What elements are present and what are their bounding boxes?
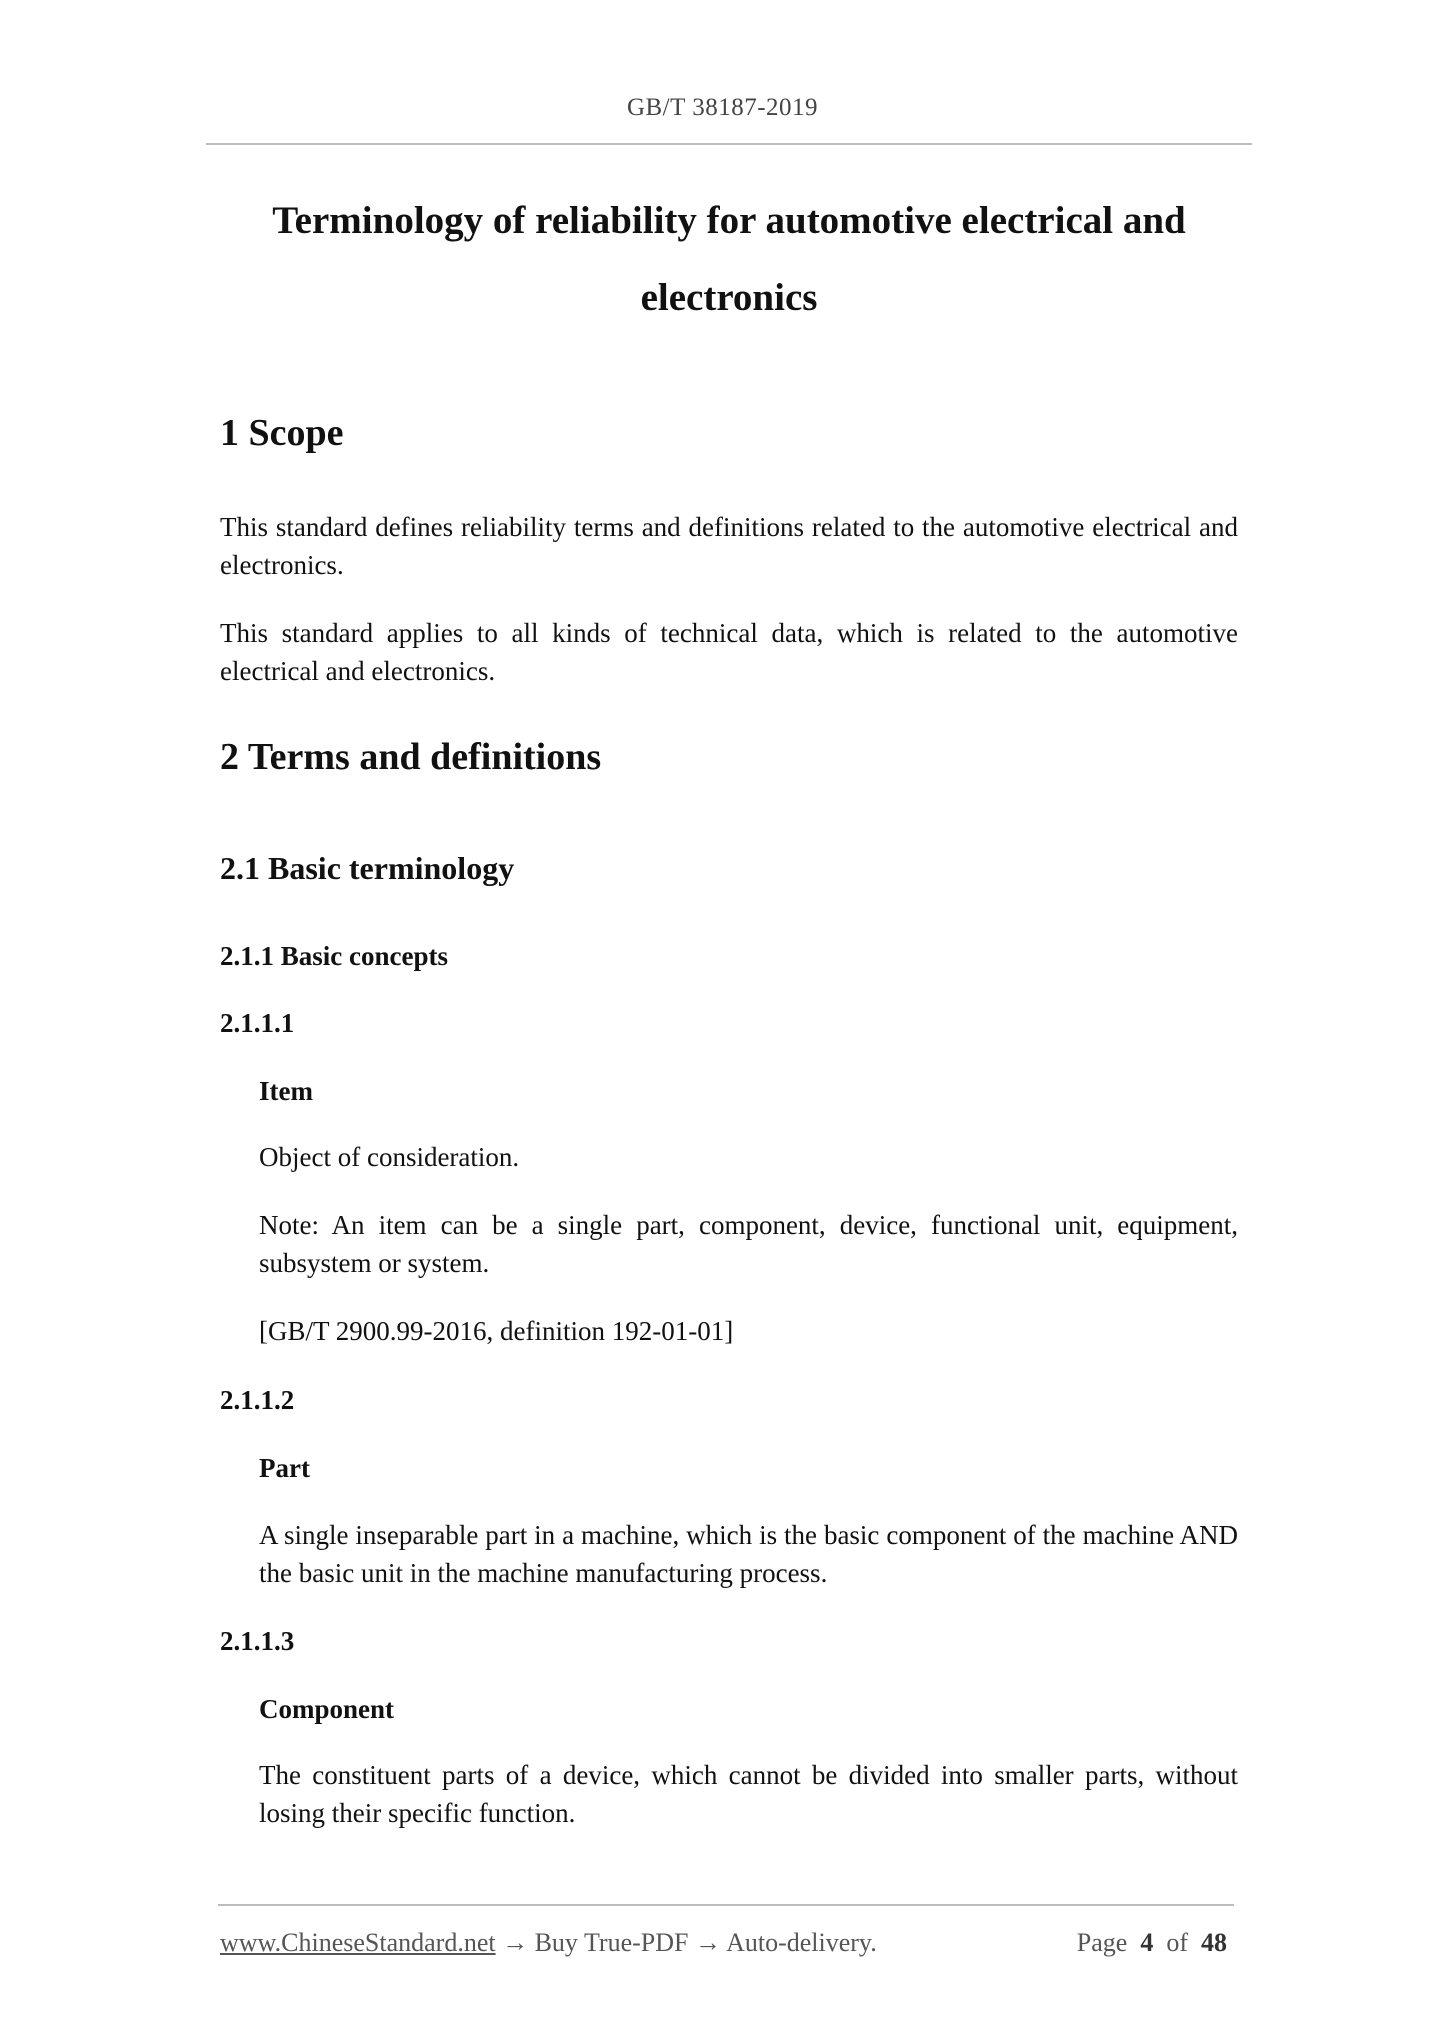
term-definition-component: The constituent parts of a device, which cannot be divided into smaller parts, without losing their specific function. [259,1760,1238,1828]
page-label: Page [1076,1928,1128,1957]
page-total: 48 [1201,1928,1227,1957]
footer-promo [220,1928,877,1958]
standard-code-header: GB/T 38187-2019 [626,94,819,121]
document-title [206,182,1252,336]
term-note-item: Note: An item can be a single part, component, device, functional unit, equipment, subsystem or system. [259,1210,1238,1278]
term-number-part: 2.1.1.2 [220,1385,295,1415]
auto-delivery-text: Auto-delivery. [726,1928,877,1957]
buy-true-pdf-text: Buy True-PDF [534,1928,689,1957]
scope-paragraph-2: This standard applies to all kinds of technical data, which is related to the automotive electrical and electronics. [220,618,1238,686]
site-link[interactable]: www.ChineseStandard.net [220,1928,496,1957]
arrow-right-icon: → [502,1928,529,1957]
page-current: 4 [1140,1928,1154,1957]
term-name-part: Part [259,1453,310,1483]
term-name-item: Item [259,1076,313,1106]
term-number-component: 2.1.1.3 [220,1626,295,1656]
arrow-right-icon: → [695,1928,721,1957]
term-name-component: Component [259,1694,395,1724]
subsection-basic-terminology-heading: 2.1 Basic terminology [220,850,515,886]
section-terms-heading: 2 Terms and definitions [220,736,602,778]
term-source-item: [GB/T 2900.99-2016, definition 192-01-01] [259,1316,734,1346]
term-definition-item: Object of consideration. [259,1142,520,1172]
subsection-basic-concepts-heading: 2.1.1 Basic concepts [220,941,448,971]
section-scope-heading: 1 Scope [220,412,344,454]
scope-paragraph-1: This standard defines reliability terms and definitions related to the automotive electrical and electronics. [220,512,1238,580]
footer-divider [218,1904,1234,1906]
term-definition-part: A single inseparable part in a machine, which is the basic component of the machine AND the basic unit in the machine manufacturing process. [259,1520,1238,1588]
page-indicator [1077,1928,1227,1958]
document-title-line1: Terminology of reliability for automotive electrical and [272,199,1186,242]
term-number-item: 2.1.1.1 [220,1008,295,1038]
document-title-line2: electronics [640,276,818,319]
header-divider [206,143,1252,145]
page-of-label: of [1166,1928,1188,1957]
